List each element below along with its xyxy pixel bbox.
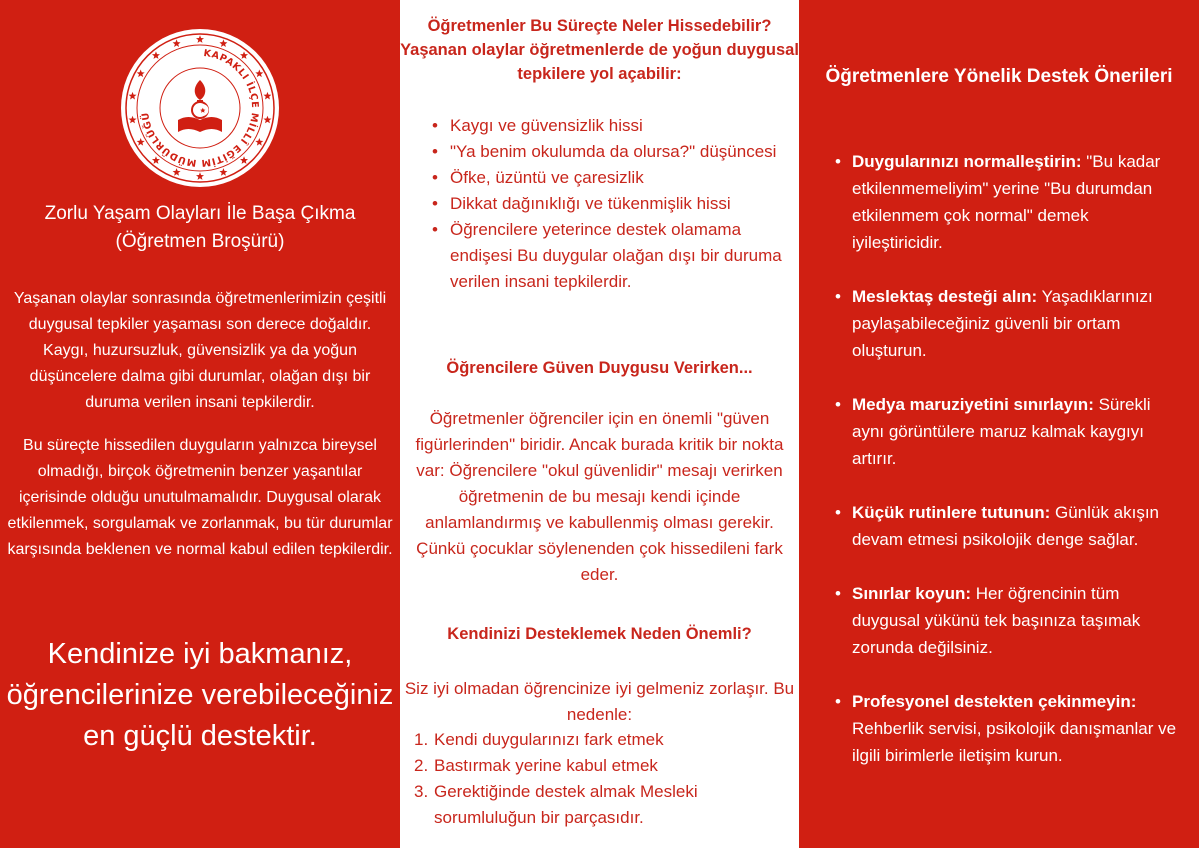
- step-number: 2.: [414, 756, 429, 775]
- list-item: [835, 283, 1180, 364]
- list-item: [835, 148, 1180, 256]
- step-text: Gerektiğinde destek almak Mesleki sorumluluğun bir parçasıdır.: [434, 782, 698, 827]
- middle-panel: [400, 0, 799, 848]
- self-support-steps: [414, 727, 794, 831]
- normal-reactions-paragraph: Bu süreçte hissedilen duyguların yalnızca bireysel olmadığı, birçok öğretmenin benzer yaşantılar içerisinde olduğu unutulmamalıdır. Duygusal olarak etkilenmek, sorgulamak ve zorlanmak, bu tür durumlar karşısında beklenen ve normal kabul edilen tepkilerdir.: [7, 437, 393, 558]
- list-item: • Öfke, üzüntü ve çaresizlik: [432, 165, 792, 191]
- self-support-paragraph: Siz iyi olmadan öğrencinize iyi gelmeniz zorlaşır. Bu nedenle:: [404, 679, 795, 724]
- list-item: [414, 727, 794, 753]
- support-title: Öğretmenlere Yönelik Destek Önerileri: [825, 66, 1173, 87]
- list-item: [835, 688, 1180, 769]
- support-tips-list: [835, 148, 1180, 796]
- trust-paragraph: Öğretmenler öğrenciler için en önemli "güven figürlerinden" biridir. Ancak burada kritik bir nokta var: Öğrencilere "okul güvenlidir" mesajı verirken öğretmenin de bu mesajı kendi içinde anlamlandırmış ve kabullenmiş olması gerekir. Çünkü çocuklar söylenenden çok hissedileni fark eder.: [415, 409, 784, 584]
- list-item: [835, 580, 1180, 661]
- step-number: 1.: [414, 730, 429, 749]
- tip-title: Profesyonel destekten çekinmeyin:: [852, 692, 1137, 711]
- step-number: 3.: [414, 782, 429, 801]
- tip-text: "Bu kadar etkilenmemeliyim" yerine "Bu durumdan etkilenmem çok normal" demek iyileştiricidir.: [852, 152, 1161, 252]
- feelings-list: [432, 113, 792, 295]
- list-item: [414, 753, 794, 779]
- tip-text: Yaşadıklarınızı paylaşabileceğiniz güvenli bir ortam oluşturun.: [852, 287, 1153, 360]
- tip-text: Her öğrencinin tüm duygusal yükünü tek başınıza taşımak zorunda değilsiniz.: [852, 584, 1141, 657]
- tip-title: Küçük rutinlere tutunun:: [852, 503, 1051, 522]
- list-item: [835, 499, 1180, 553]
- left-panel: [0, 0, 400, 848]
- tip-text: Rehberlik servisi, psikolojik danışmanlar ve ilgili birimlerle iletişim kurun.: [852, 719, 1177, 765]
- self-support-heading: Kendinizi Desteklemek Neden Önemli?: [447, 625, 752, 643]
- tip-title: Medya maruziyetini sınırlayın:: [852, 395, 1094, 414]
- list-item: • Dikkat dağınıklığı ve tükenmişlik hissi: [432, 191, 792, 217]
- step-text: Kendi duygularınızı fark etmek: [434, 730, 664, 749]
- trust-heading: Öğrencilere Güven Duygusu Verirken...: [446, 359, 753, 377]
- tip-text: Sürekli aynı görüntülere maruz kalmak kaygıyı artırır.: [852, 395, 1151, 468]
- step-text: Bastırmak yerine kabul etmek: [434, 756, 658, 775]
- tip-title: Meslektaş desteği alın:: [852, 287, 1038, 306]
- brochure-title-line2: (Öğretmen Broşürü): [115, 231, 285, 252]
- tip-text: Günlük akışın devam etmesi psikolojik denge sağlar.: [852, 503, 1159, 549]
- ministry-logo: [120, 28, 280, 188]
- slogan: Kendinize iyi bakmanız, öğrencilerinize verebileceğiniz en güçlü destektir.: [6, 638, 394, 752]
- list-item: [835, 391, 1180, 472]
- tip-title: Sınırlar koyun:: [852, 584, 972, 603]
- list-item: • Kaygı ve güvensizlik hissi: [432, 113, 792, 139]
- list-item: • "Ya benim okulumda da olursa?" düşüncesi: [432, 139, 792, 165]
- right-panel: [799, 0, 1199, 848]
- tip-title: Duygularınızı normalleştirin:: [852, 152, 1082, 171]
- logo-ring-text: KAPAKLI İLÇE MİLLÎ EĞİTİM MÜDÜRLÜĞÜ: [140, 48, 261, 169]
- intro-paragraph: Yaşanan olaylar sonrasında öğretmenlerimizin çeşitli duygusal tepkiler yaşaması son derece doğaldır. Kaygı, huzursuzluk, güvensizlik ya da yoğun düşüncelere dalma gibi durumlar, olağan dışı bir duruma verilen insani tepkilerdir.: [13, 290, 387, 411]
- brochure-title-line1: Zorlu Yaşam Olayları İle Başa Çıkma: [44, 203, 356, 224]
- feelings-heading: Öğretmenler Bu Süreçte Neler Hissedebilir? Yaşanan olaylar öğretmenlerde de yoğun duygusal tepkilere yol açabilir:: [400, 17, 799, 83]
- list-item: • Öğrencilere yeterince destek olamama endişesi Bu duygular olağan dışı bir duruma verilen insani tepkilerdir.: [432, 217, 792, 295]
- brochure-title: [0, 200, 400, 256]
- list-item: [414, 779, 794, 831]
